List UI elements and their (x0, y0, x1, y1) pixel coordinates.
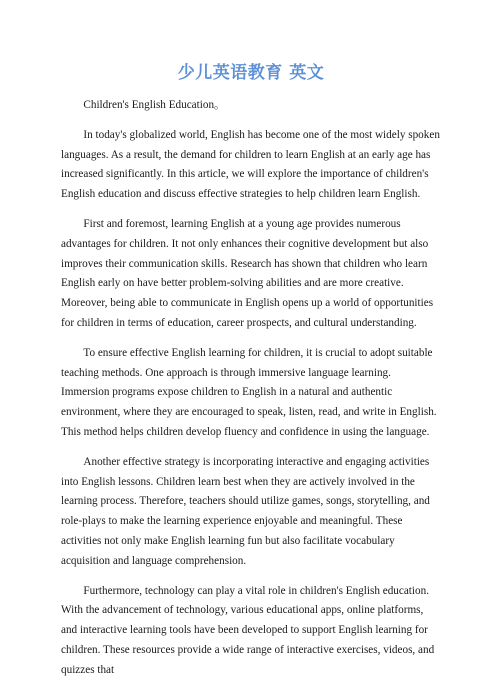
document-body (61, 96, 441, 691)
document-title: 少儿英语教育 英文 (177, 63, 325, 83)
paragraph-2: First and foremost, learning English at a young age provides numerous advantages for children. It not only enhances their cognitive development but also improves their communication skills. Research has shown that children who learn English early on have better problem-solving abilities and are more creative. Moreover, being able to communicate in English opens up a world of opportunities for children in terms of education, career prospects, and cultural understanding. (61, 217, 434, 329)
document-heading: Children's English Education。 (83, 99, 226, 111)
paragraph-3: To ensure effective English learning for children, it is crucial to adopt suitable teaching methods. One approach is through immersive language learning. Immersion programs expose children to English in a natural and authentic environment, where they are encouraged to speak, listen, read, and write in English. This method helps children develop fluency and confidence in using the language. (61, 346, 437, 438)
paragraph-4: Another effective strategy is incorporating interactive and engaging activities into English lessons. Children learn best when they are actively involved in the learning process. Therefore, teachers should utilize games, songs, storytelling, and role-plays to make the learning experience enjoyable and meaningful. These activities not only make English learning fun but also facilitate vocabulary acquisition and language comprehension. (61, 455, 430, 567)
paragraph-1: In today's globalized world, English has become one of the most widely spoken languages. As a result, the demand for children to learn English at an early age has increased significantly. In this article, we will explore the importance of children's English education and discuss effective strategies to help children learn English. (61, 128, 440, 201)
paragraph-5: Furthermore, technology can play a vital role in children's English education. With the advancement of technology, various educational apps, online platforms, and interactive learning tools have been developed to support English learning for children. These resources provide a wide range of interactive exercises, videos, and quizzes that (61, 584, 435, 676)
